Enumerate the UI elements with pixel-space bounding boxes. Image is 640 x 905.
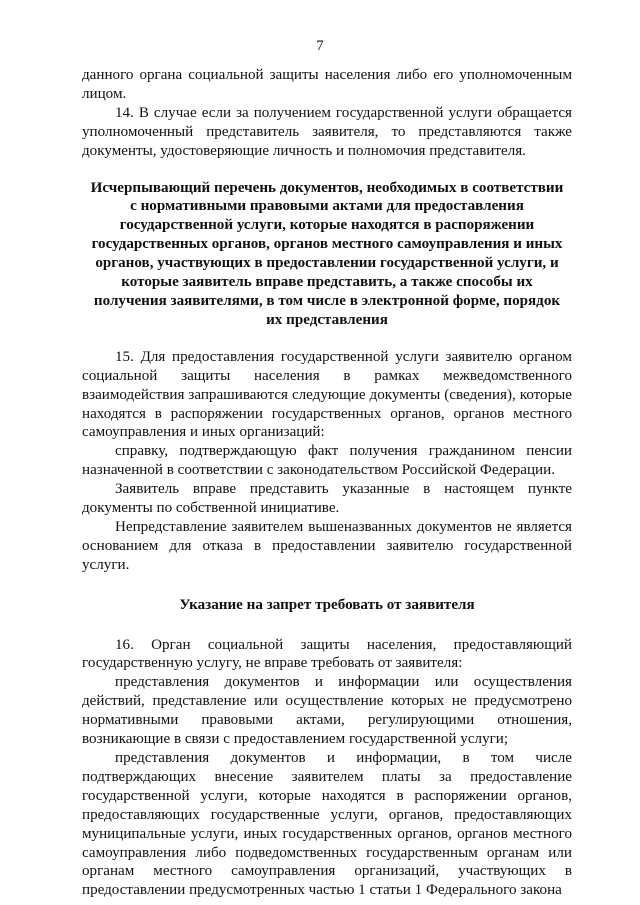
paragraph-14: 14. В случае если за получением государственной услуги обращается уполномоченный представитель заявителя, то представляются также документы, удостоверяющие личность и полномочия представителя. xyxy=(82,104,572,159)
page-number: 7 xyxy=(316,38,324,54)
section-heading-documents: Исчерпывающий перечень документов, необходимых в соответствии с нормативными правовыми актами для предоставления государственной услуги, которые находятся в распоряжении государственных органов, органов местного самоуправления и иных органов, участвующих в предоставлении государственной услуги, и которые заявитель вправе представить, а также способы их получения заявителями, в том числе в электронной форме, порядок их представления xyxy=(90,179,564,328)
paragraph-15-nonsubmission: Непредставление заявителем вышеназванных документов не является основанием для отказа в предоставлении заявителю государственной услуги. xyxy=(82,518,572,573)
document-body xyxy=(82,66,572,900)
paragraph-15: 15. Для предоставления государственной услуги заявителю органом социальной защиты населения в рамках межведомственного взаимодействия запрашиваются следующие документы (сведения), которые находятся в распоряжении государственных органов, органов местного самоуправления и иных организаций: xyxy=(82,348,572,441)
paragraph-16-item-2: представления документов и информации, в том числе подтверждающих внесение заявителем платы за предоставление государственной услуги, которые находятся в распоряжении органов, предоставляющих государственные услуги, органов, предоставляющих муниципальные услуги, иных государственных органов, органов местного самоуправления либо подведомственных государственным органам или органам местного самоуправления организаций, участвующих в предоставлении предусмотренных частью 1 статьи 1 Федерального закона xyxy=(82,750,572,899)
paragraph-16-item-1: представления документов и информации или осуществления действий, представление или осуществление которых не предусмотрено нормативными правовыми актами, регулирующими отношения, возникающие в связи с предоставлением государственной услуги; xyxy=(82,674,572,748)
paragraph-16: 16. Орган социальной защиты населения, предоставляющий государственную услугу, не вправе требовать от заявителя: xyxy=(82,636,572,672)
paragraph-13-tail: данного органа социальной защиты населения либо его уполномоченным лицом. xyxy=(82,67,572,102)
paragraph-15-item: справку, подтверждающую факт получения гражданином пенсии назначенной в соответствии с законодательством Российской Федерации. xyxy=(82,443,572,479)
section-heading-prohibition: Указание на запрет требовать от заявителя xyxy=(179,596,475,613)
paragraph-15-right: Заявитель вправе представить указанные в настоящем пункте документы по собственной инициативе. xyxy=(82,481,572,517)
